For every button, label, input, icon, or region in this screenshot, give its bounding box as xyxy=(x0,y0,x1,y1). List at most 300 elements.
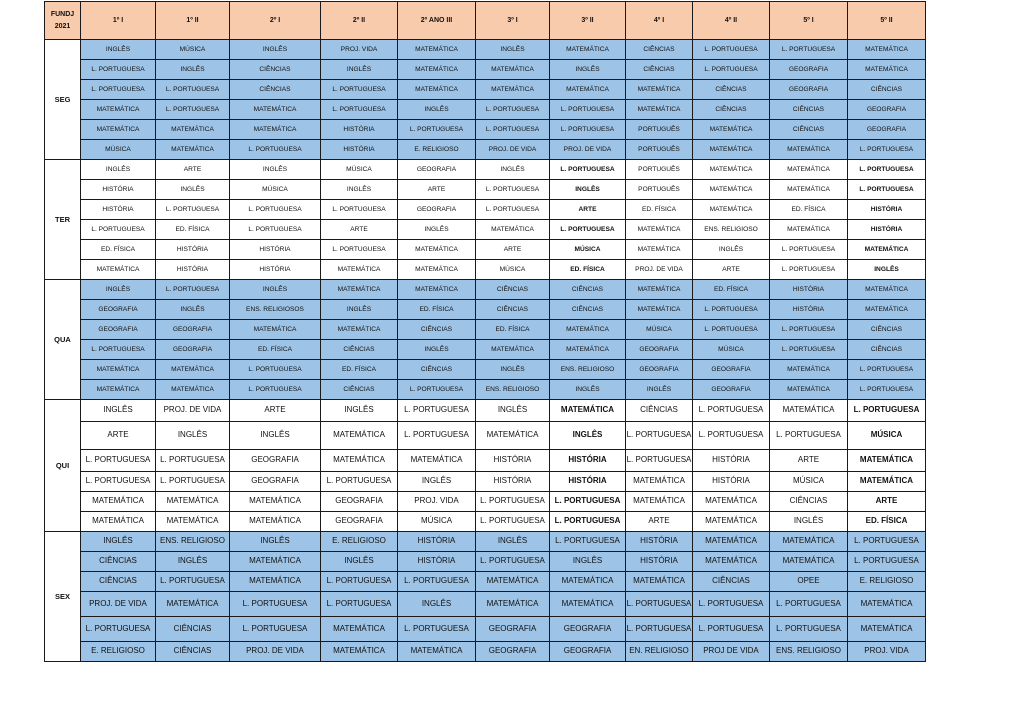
subject-cell: ED. FÍSICA xyxy=(626,200,693,220)
subject-cell: INGLÊS xyxy=(156,180,230,200)
subject-cell: INGLÊS xyxy=(398,592,476,617)
subject-cell: GEOGRAFIA xyxy=(321,492,398,512)
subject-cell: MATEMÁTICA xyxy=(398,240,476,260)
subject-cell: PORTUGUÊS xyxy=(626,120,693,140)
subject-cell: L. PORTUGUESA xyxy=(156,472,230,492)
subject-cell: INGLÊS xyxy=(81,40,156,60)
subject-cell: L. PORTUGUESA xyxy=(848,400,926,422)
subject-cell: PROJ. VIDA xyxy=(321,40,398,60)
subject-cell: MATEMÁTICA xyxy=(398,60,476,80)
subject-cell: L. PORTUGUESA xyxy=(476,180,550,200)
subject-cell: MÚSICA xyxy=(550,240,626,260)
subject-cell: ED. FÍSICA xyxy=(693,280,770,300)
subject-cell: ARTE xyxy=(156,160,230,180)
subject-cell: L. PORTUGUESA xyxy=(476,552,550,572)
corner-year: 2021 xyxy=(54,22,71,30)
corner-cell xyxy=(45,2,81,40)
subject-cell: MATEMÁTICA xyxy=(156,140,230,160)
subject-cell: L. PORTUGUESA xyxy=(770,240,848,260)
subject-cell: L. PORTUGUESA xyxy=(693,592,770,617)
subject-cell: MATEMÁTICA xyxy=(156,380,230,400)
subject-cell: PROJ. DE VIDA xyxy=(156,400,230,422)
subject-cell: MATEMÁTICA xyxy=(770,532,848,552)
subject-cell: CIÊNCIAS xyxy=(81,572,156,592)
subject-cell: MATEMÁTICA xyxy=(476,592,550,617)
subject-cell: MÚSICA xyxy=(81,140,156,160)
class-header: 5º II xyxy=(848,2,926,40)
subject-cell: ED. FÍSICA xyxy=(156,220,230,240)
subject-cell: PROJ DE VIDA xyxy=(693,642,770,662)
subject-cell: ARTE xyxy=(550,200,626,220)
subject-cell: L. PORTUGUESA xyxy=(770,422,848,450)
subject-cell: INGLÊS xyxy=(321,552,398,572)
subject-cell: MATEMÁTICA xyxy=(550,340,626,360)
subject-cell: L. PORTUGUESA xyxy=(848,140,926,160)
subject-cell: MÚSICA xyxy=(321,160,398,180)
subject-cell: PROJ. DE VIDA xyxy=(230,642,321,662)
subject-cell: MÚSICA xyxy=(848,422,926,450)
subject-cell: MATEMÁTICA xyxy=(321,320,398,340)
subject-cell: L. PORTUGUESA xyxy=(321,572,398,592)
subject-cell: INGLÊS xyxy=(476,400,550,422)
class-header: 3º I xyxy=(476,2,550,40)
subject-cell: MATEMÁTICA xyxy=(230,100,321,120)
subject-cell: L. PORTUGUESA xyxy=(848,180,926,200)
subject-cell: GEOGRAFIA xyxy=(230,450,321,472)
subject-cell: L. PORTUGUESA xyxy=(476,100,550,120)
subject-cell: L. PORTUGUESA xyxy=(398,380,476,400)
subject-cell: MÚSICA xyxy=(693,340,770,360)
subject-cell: ED. FÍSICA xyxy=(398,300,476,320)
subject-cell: INGLÊS xyxy=(476,160,550,180)
subject-cell: PORTUGUÊS xyxy=(626,180,693,200)
subject-cell: L. PORTUGUESA xyxy=(693,40,770,60)
subject-cell: L. PORTUGUESA xyxy=(230,200,321,220)
subject-cell: GEOGRAFIA xyxy=(550,642,626,662)
subject-cell: MATEMÁTICA xyxy=(81,512,156,532)
schedule-row xyxy=(45,532,926,552)
subject-cell: L. PORTUGUESA xyxy=(626,422,693,450)
header-row xyxy=(45,2,926,40)
subject-cell: PROJ. DE VIDA xyxy=(550,140,626,160)
schedule-row xyxy=(45,240,926,260)
subject-cell: MATEMÁTICA xyxy=(321,642,398,662)
subject-cell: L. PORTUGUESA xyxy=(550,532,626,552)
subject-cell: L. PORTUGUESA xyxy=(81,80,156,100)
subject-cell: ED. FÍSICA xyxy=(848,512,926,532)
day-label: SEX xyxy=(45,532,81,662)
subject-cell: CIÊNCIAS xyxy=(770,492,848,512)
subject-cell: ENS. RELIGIOSO xyxy=(156,532,230,552)
subject-cell: MATEMÁTICA xyxy=(770,400,848,422)
subject-cell: L. PORTUGUESA xyxy=(693,617,770,642)
subject-cell: MATEMÁTICA xyxy=(156,360,230,380)
subject-cell: MATEMÁTICA xyxy=(230,320,321,340)
subject-cell: CIÊNCIAS xyxy=(848,340,926,360)
subject-cell: GEOGRAFIA xyxy=(476,642,550,662)
subject-cell: L. PORTUGUESA xyxy=(81,60,156,80)
subject-cell: ARTE xyxy=(230,400,321,422)
subject-cell: ARTE xyxy=(626,512,693,532)
subject-cell: INGLÊS xyxy=(230,160,321,180)
subject-cell: HISTÓRIA xyxy=(476,450,550,472)
schedule-row xyxy=(45,220,926,240)
schedule-row xyxy=(45,472,926,492)
subject-cell: MATEMÁTICA xyxy=(476,60,550,80)
subject-cell: MATEMÁTICA xyxy=(81,492,156,512)
subject-cell: MATEMÁTICA xyxy=(848,472,926,492)
subject-cell: L. PORTUGUESA xyxy=(848,380,926,400)
subject-cell: GEOGRAFIA xyxy=(770,60,848,80)
schedule-row xyxy=(45,200,926,220)
class-header: 1º I xyxy=(81,2,156,40)
subject-cell: MATEMÁTICA xyxy=(550,572,626,592)
subject-cell: CIÊNCIAS xyxy=(626,60,693,80)
subject-cell: L. PORTUGUESA xyxy=(321,472,398,492)
subject-cell: GEOGRAFIA xyxy=(693,360,770,380)
subject-cell: HISTÓRIA xyxy=(321,120,398,140)
timetable-body xyxy=(45,40,926,662)
schedule-row xyxy=(45,642,926,662)
subject-cell: MATEMÁTICA xyxy=(626,80,693,100)
subject-cell: EN. RELIGIOSO xyxy=(626,642,693,662)
subject-cell: MATEMÁTICA xyxy=(770,380,848,400)
subject-cell: L. PORTUGUESA xyxy=(398,120,476,140)
subject-cell: L. PORTUGUESA xyxy=(550,512,626,532)
subject-cell: CIÊNCIAS xyxy=(693,572,770,592)
subject-cell: INGLÊS xyxy=(550,180,626,200)
subject-cell: CIÊNCIAS xyxy=(770,120,848,140)
subject-cell: INGLÊS xyxy=(476,360,550,380)
subject-cell: ARTE xyxy=(321,220,398,240)
subject-cell: L. PORTUGUESA xyxy=(848,552,926,572)
subject-cell: INGLÊS xyxy=(398,220,476,240)
schedule-row xyxy=(45,592,926,617)
subject-cell: L. PORTUGUESA xyxy=(230,380,321,400)
subject-cell: HISTÓRIA xyxy=(398,532,476,552)
subject-cell: MATEMÁTICA xyxy=(81,360,156,380)
schedule-row xyxy=(45,40,926,60)
subject-cell: L. PORTUGUESA xyxy=(230,220,321,240)
subject-cell: MATEMÁTICA xyxy=(693,492,770,512)
subject-cell: HISTÓRIA xyxy=(626,532,693,552)
subject-cell: L. PORTUGUESA xyxy=(156,450,230,472)
subject-cell: INGLÊS xyxy=(230,532,321,552)
subject-cell: L. PORTUGUESA xyxy=(230,592,321,617)
subject-cell: MATEMÁTICA xyxy=(476,80,550,100)
subject-cell: MATEMÁTICA xyxy=(398,280,476,300)
subject-cell: GEOGRAFIA xyxy=(81,300,156,320)
subject-cell: INGLÊS xyxy=(321,180,398,200)
subject-cell: HISTÓRIA xyxy=(321,140,398,160)
day-label: SEG xyxy=(45,40,81,160)
class-header: 5º I xyxy=(770,2,848,40)
subject-cell: MATEMÁTICA xyxy=(550,592,626,617)
subject-cell: GEOGRAFIA xyxy=(626,360,693,380)
subject-cell: PORTUGUÊS xyxy=(626,140,693,160)
subject-cell: L. PORTUGUESA xyxy=(770,260,848,280)
day-label: QUI xyxy=(45,400,81,532)
subject-cell: E. RELIGIOSO xyxy=(321,532,398,552)
subject-cell: CIÊNCIAS xyxy=(398,320,476,340)
subject-cell: MATEMÁTICA xyxy=(848,300,926,320)
subject-cell: CIÊNCIAS xyxy=(156,642,230,662)
schedule-row xyxy=(45,280,926,300)
subject-cell: MATEMÁTICA xyxy=(693,552,770,572)
subject-cell: MATEMÁTICA xyxy=(321,422,398,450)
subject-cell: ED. FÍSICA xyxy=(770,200,848,220)
subject-cell: L. PORTUGUESA xyxy=(230,360,321,380)
subject-cell: E. RELIGIOSO xyxy=(848,572,926,592)
subject-cell: HISTÓRIA xyxy=(848,220,926,240)
subject-cell: MATEMÁTICA xyxy=(81,100,156,120)
subject-cell: MATEMÁTICA xyxy=(848,40,926,60)
subject-cell: ARTE xyxy=(770,450,848,472)
subject-cell: L. PORTUGUESA xyxy=(398,400,476,422)
subject-cell: L. PORTUGUESA xyxy=(156,100,230,120)
class-header: 2º II xyxy=(321,2,398,40)
subject-cell: HISTÓRIA xyxy=(693,450,770,472)
subject-cell: MATEMÁTICA xyxy=(626,240,693,260)
subject-cell: INGLÊS xyxy=(81,160,156,180)
subject-cell: INGLÊS xyxy=(321,400,398,422)
subject-cell: GEOGRAFIA xyxy=(626,340,693,360)
subject-cell: L. PORTUGUESA xyxy=(550,160,626,180)
class-header: 4º II xyxy=(693,2,770,40)
subject-cell: CIÊNCIAS xyxy=(693,80,770,100)
subject-cell: L. PORTUGUESA xyxy=(550,120,626,140)
subject-cell: INGLÊS xyxy=(550,552,626,572)
subject-cell: MATEMÁTICA xyxy=(693,200,770,220)
subject-cell: GEOGRAFIA xyxy=(156,340,230,360)
subject-cell: L. PORTUGUESA xyxy=(321,80,398,100)
subject-cell: MATEMÁTICA xyxy=(81,120,156,140)
subject-cell: MATEMÁTICA xyxy=(321,617,398,642)
subject-cell: L. PORTUGUESA xyxy=(848,160,926,180)
subject-cell: MATEMÁTICA xyxy=(626,492,693,512)
subject-cell: INGLÊS xyxy=(550,422,626,450)
subject-cell: MATEMÁTICA xyxy=(848,617,926,642)
subject-cell: CIÊNCIAS xyxy=(550,300,626,320)
subject-cell: MATEMÁTICA xyxy=(550,400,626,422)
subject-cell: CIÊNCIAS xyxy=(476,300,550,320)
schedule-row xyxy=(45,360,926,380)
schedule-row xyxy=(45,260,926,280)
subject-cell: PROJ. VIDA xyxy=(848,642,926,662)
subject-cell: L. PORTUGUESA xyxy=(550,100,626,120)
subject-cell: MATEMÁTICA xyxy=(770,220,848,240)
subject-cell: MATEMÁTICA xyxy=(398,642,476,662)
schedule-row xyxy=(45,160,926,180)
subject-cell: INGLÊS xyxy=(321,300,398,320)
subject-cell: MATEMÁTICA xyxy=(156,512,230,532)
day-label: TER xyxy=(45,160,81,280)
subject-cell: L. PORTUGUESA xyxy=(156,80,230,100)
subject-cell: CIÊNCIAS xyxy=(550,280,626,300)
subject-cell: INGLÊS xyxy=(156,422,230,450)
day-label: QUA xyxy=(45,280,81,400)
subject-cell: MATEMÁTICA xyxy=(398,260,476,280)
subject-cell: MATEMÁTICA xyxy=(693,140,770,160)
subject-cell: INGLÊS xyxy=(398,472,476,492)
subject-cell: MATEMÁTICA xyxy=(848,240,926,260)
subject-cell: GEOGRAFIA xyxy=(321,512,398,532)
subject-cell: L. PORTUGUESA xyxy=(476,200,550,220)
class-header: 3º II xyxy=(550,2,626,40)
subject-cell: MATEMÁTICA xyxy=(626,220,693,240)
subject-cell: L. PORTUGUESA xyxy=(693,422,770,450)
subject-cell: ENS. RELIGIOSOS xyxy=(230,300,321,320)
subject-cell: HISTÓRIA xyxy=(230,260,321,280)
subject-cell: HISTÓRIA xyxy=(156,240,230,260)
subject-cell: HISTÓRIA xyxy=(476,472,550,492)
subject-cell: HISTÓRIA xyxy=(81,180,156,200)
subject-cell: MATEMÁTICA xyxy=(230,120,321,140)
subject-cell: MATEMÁTICA xyxy=(81,260,156,280)
subject-cell: HISTÓRIA xyxy=(848,200,926,220)
subject-cell: MATEMÁTICA xyxy=(626,472,693,492)
subject-cell: MATEMÁTICA xyxy=(398,450,476,472)
subject-cell: MATEMÁTICA xyxy=(626,572,693,592)
subject-cell: MÚSICA xyxy=(626,320,693,340)
subject-cell: ARTE xyxy=(81,422,156,450)
subject-cell: INGLÊS xyxy=(476,532,550,552)
subject-cell: MATEMÁTICA xyxy=(230,512,321,532)
subject-cell: MATEMÁTICA xyxy=(550,40,626,60)
subject-cell: HISTÓRIA xyxy=(81,200,156,220)
class-header: 4º I xyxy=(626,2,693,40)
subject-cell: MATEMÁTICA xyxy=(156,492,230,512)
subject-cell: MATEMÁTICA xyxy=(626,280,693,300)
subject-cell: CIÊNCIAS xyxy=(156,617,230,642)
subject-cell: CIÊNCIAS xyxy=(848,80,926,100)
subject-cell: L. PORTUGUESA xyxy=(81,617,156,642)
schedule-row xyxy=(45,422,926,450)
subject-cell: MATEMÁTICA xyxy=(550,80,626,100)
subject-cell: GEOGRAFIA xyxy=(476,617,550,642)
schedule-row xyxy=(45,572,926,592)
subject-cell: PROJ. DE VIDA xyxy=(81,592,156,617)
subject-cell: L. PORTUGUESA xyxy=(81,220,156,240)
subject-cell: MATEMÁTICA xyxy=(476,340,550,360)
subject-cell: MATEMÁTICA xyxy=(848,60,926,80)
subject-cell: MATEMÁTICA xyxy=(693,512,770,532)
subject-cell: MATEMÁTICA xyxy=(550,320,626,340)
schedule-row xyxy=(45,450,926,472)
subject-cell: L. PORTUGUESA xyxy=(770,320,848,340)
timetable xyxy=(44,1,926,662)
subject-cell: GEOGRAFIA xyxy=(550,617,626,642)
class-header: 2º I xyxy=(230,2,321,40)
subject-cell: MATEMÁTICA xyxy=(476,422,550,450)
subject-cell: INGLÊS xyxy=(770,512,848,532)
subject-cell: ARTE xyxy=(398,180,476,200)
subject-cell: L. PORTUGUESA xyxy=(156,280,230,300)
subject-cell: GEOGRAFIA xyxy=(81,320,156,340)
subject-cell: INGLÊS xyxy=(230,40,321,60)
subject-cell: E. RELIGIOSO xyxy=(81,642,156,662)
subject-cell: INGLÊS xyxy=(626,380,693,400)
subject-cell: MATEMÁTICA xyxy=(626,100,693,120)
subject-cell: L. PORTUGUESA xyxy=(156,572,230,592)
subject-cell: MATEMÁTICA xyxy=(848,280,926,300)
subject-cell: CIÊNCIAS xyxy=(476,280,550,300)
subject-cell: INGLÊS xyxy=(550,380,626,400)
subject-cell: L. PORTUGUESA xyxy=(321,200,398,220)
subject-cell: INGLÊS xyxy=(398,100,476,120)
subject-cell: MATEMÁTICA xyxy=(770,160,848,180)
subject-cell: L. PORTUGUESA xyxy=(81,472,156,492)
subject-cell: INGLÊS xyxy=(476,40,550,60)
corner-title: FUNDJ xyxy=(50,10,75,18)
subject-cell: MATEMÁTICA xyxy=(321,260,398,280)
subject-cell: CIÊNCIAS xyxy=(626,40,693,60)
subject-cell: L. PORTUGUESA xyxy=(848,360,926,380)
subject-cell: L. PORTUGUESA xyxy=(550,220,626,240)
subject-cell: MÚSICA xyxy=(230,180,321,200)
subject-cell: PROJ. DE VIDA xyxy=(626,260,693,280)
subject-cell: MATEMÁTICA xyxy=(398,40,476,60)
schedule-row xyxy=(45,617,926,642)
subject-cell: MATEMÁTICA xyxy=(398,80,476,100)
subject-cell: HISTÓRIA xyxy=(398,552,476,572)
subject-cell: GEOGRAFIA xyxy=(156,320,230,340)
subject-cell: L. PORTUGUESA xyxy=(770,340,848,360)
schedule-row xyxy=(45,140,926,160)
subject-cell: INGLÊS xyxy=(156,300,230,320)
subject-cell: ED. FÍSICA xyxy=(321,360,398,380)
subject-cell: MATEMÁTICA xyxy=(693,532,770,552)
subject-cell: L. PORTUGUESA xyxy=(693,400,770,422)
schedule-row xyxy=(45,340,926,360)
subject-cell: HISTÓRIA xyxy=(770,280,848,300)
subject-cell: L. PORTUGUESA xyxy=(81,340,156,360)
subject-cell: MATEMÁTICA xyxy=(230,552,321,572)
schedule-row xyxy=(45,60,926,80)
schedule-row xyxy=(45,100,926,120)
subject-cell: L. PORTUGUESA xyxy=(626,617,693,642)
subject-cell: INGLÊS xyxy=(230,422,321,450)
subject-cell: ENS. RELIGIOSO xyxy=(770,642,848,662)
subject-cell: INGLÊS xyxy=(156,60,230,80)
subject-cell: INGLÊS xyxy=(81,532,156,552)
subject-cell: INGLÊS xyxy=(230,280,321,300)
subject-cell: CIÊNCIAS xyxy=(81,552,156,572)
subject-cell: MATEMÁTICA xyxy=(626,300,693,320)
subject-cell: GEOGRAFIA xyxy=(848,120,926,140)
subject-cell: MATEMÁTICA xyxy=(156,120,230,140)
subject-cell: L. PORTUGUESA xyxy=(398,617,476,642)
subject-cell: L. PORTUGUESA xyxy=(321,592,398,617)
subject-cell: L. PORTUGUESA xyxy=(476,512,550,532)
subject-cell: MATEMÁTICA xyxy=(230,492,321,512)
subject-cell: L. PORTUGUESA xyxy=(476,492,550,512)
subject-cell: L. PORTUGUESA xyxy=(321,240,398,260)
subject-cell: E. RELIGIOSO xyxy=(398,140,476,160)
schedule-row xyxy=(45,180,926,200)
subject-cell: L. PORTUGUESA xyxy=(693,60,770,80)
subject-cell: L. PORTUGUESA xyxy=(848,532,926,552)
subject-cell: INGLÊS xyxy=(321,60,398,80)
subject-cell: ENS. RELIGIOSO xyxy=(693,220,770,240)
subject-cell: L. PORTUGUESA xyxy=(230,617,321,642)
class-header: 1º II xyxy=(156,2,230,40)
subject-cell: CIÊNCIAS xyxy=(693,100,770,120)
subject-cell: L. PORTUGUESA xyxy=(156,200,230,220)
subject-cell: L. PORTUGUESA xyxy=(321,100,398,120)
subject-cell: MATEMÁTICA xyxy=(156,592,230,617)
subject-cell: ED. FÍSICA xyxy=(476,320,550,340)
